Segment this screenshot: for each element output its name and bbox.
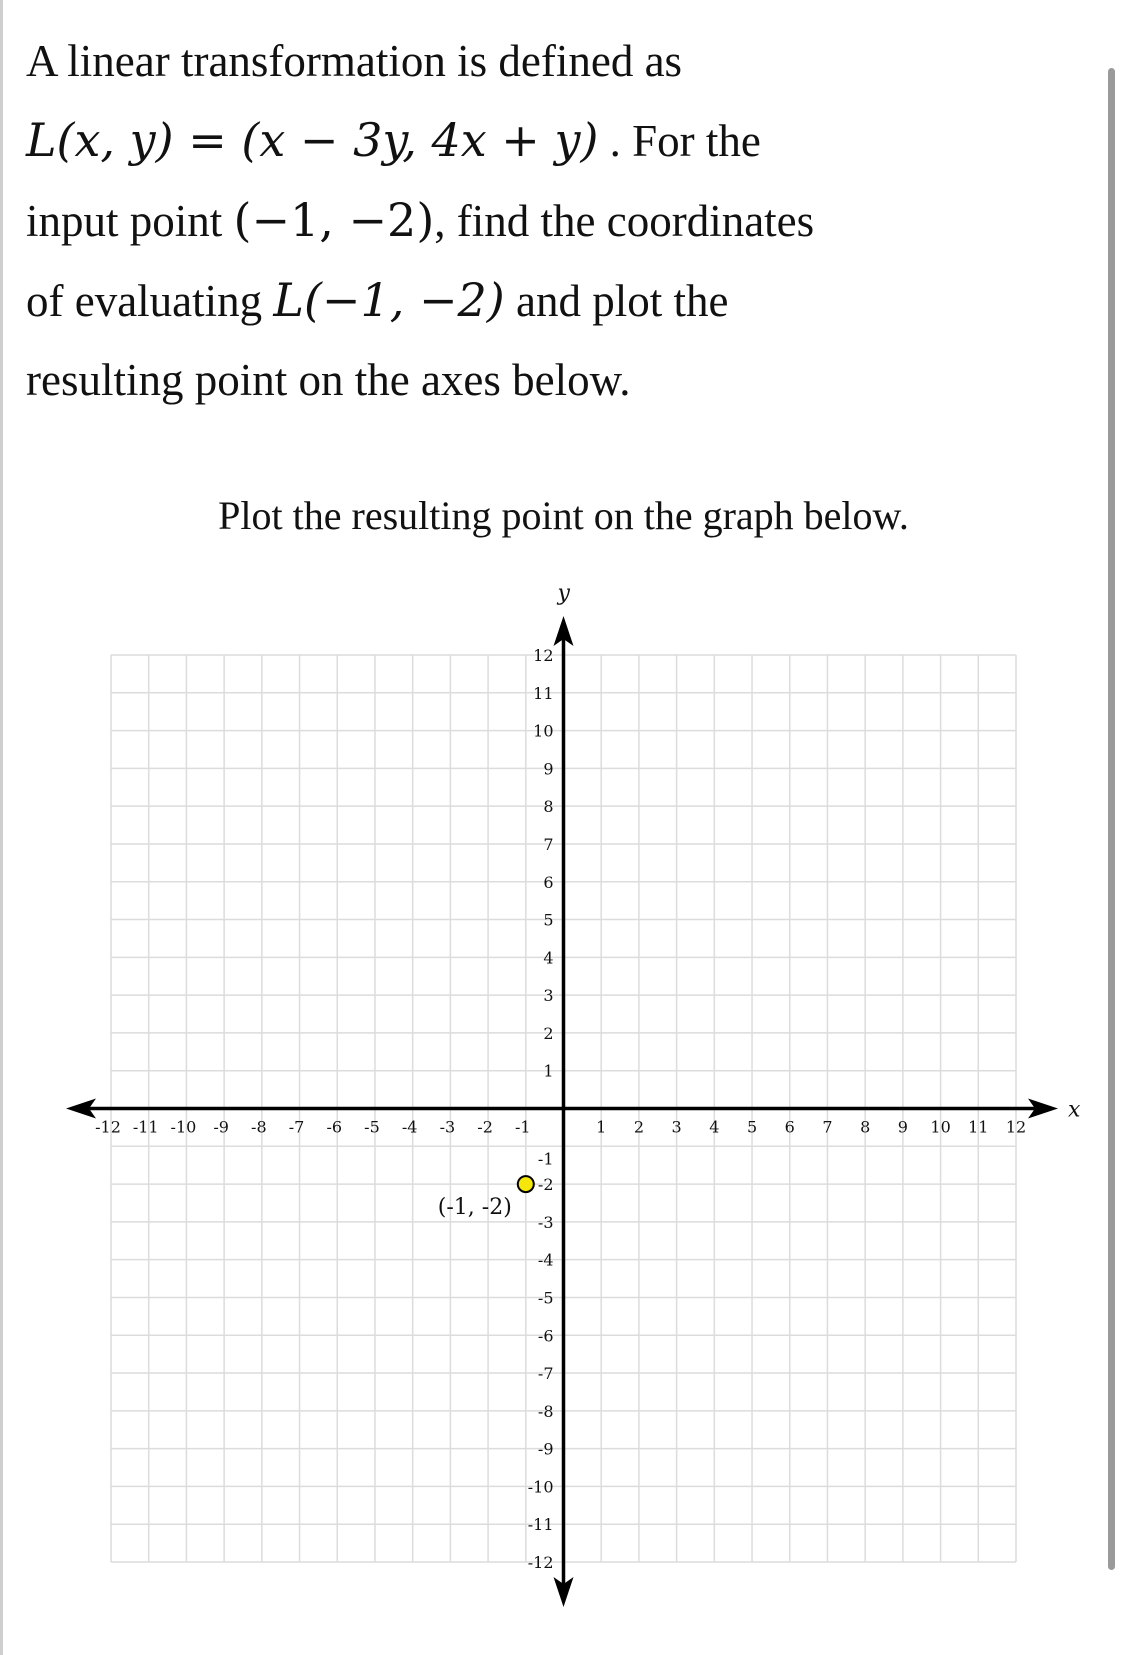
x-tick-label: 2 bbox=[633, 1117, 645, 1137]
y-tick-label: -1 bbox=[537, 1149, 554, 1169]
y-tick-label: -2 bbox=[537, 1175, 554, 1195]
y-tick-label: 11 bbox=[533, 683, 554, 703]
y-tick-label: 3 bbox=[543, 986, 554, 1006]
problem-line-1: A linear transformation is defined as bbox=[26, 36, 683, 86]
y-tick-label: 7 bbox=[543, 834, 554, 854]
problem-text: . For the bbox=[598, 116, 761, 166]
x-tick-label: 9 bbox=[897, 1117, 908, 1137]
y-tick-label: 6 bbox=[543, 872, 554, 892]
transformation-formula: L(x, y) = (x − 3y, 4x + y) bbox=[26, 113, 599, 167]
problem-text: and plot the bbox=[504, 276, 729, 326]
y-tick-label: -4 bbox=[537, 1250, 554, 1270]
x-tick-label: 11 bbox=[968, 1117, 989, 1137]
y-tick-label: -12 bbox=[527, 1553, 554, 1572]
x-tick-label: -4 bbox=[401, 1117, 418, 1137]
x-tick-label: -12 bbox=[95, 1117, 121, 1137]
input-point: (−1, −2) bbox=[233, 193, 435, 247]
y-tick-label: 12 bbox=[533, 646, 554, 665]
x-tick-label: 1 bbox=[596, 1117, 607, 1137]
plotted-point[interactable] bbox=[518, 1176, 534, 1192]
instruction-text: Plot the resulting point on the graph below. bbox=[218, 493, 909, 538]
y-tick-label: -8 bbox=[537, 1401, 554, 1421]
point-label: (-1, -2) bbox=[437, 1195, 512, 1221]
problem-text: , find the coordinates bbox=[434, 196, 815, 246]
y-tick-label: 5 bbox=[543, 910, 554, 930]
y-tick-label: 1 bbox=[543, 1061, 554, 1081]
x-tick-label: -5 bbox=[364, 1117, 380, 1137]
x-tick-label: -11 bbox=[132, 1117, 159, 1137]
y-tick-label: -9 bbox=[537, 1439, 554, 1459]
y-tick-label: -6 bbox=[537, 1326, 554, 1346]
x-tick-label: -2 bbox=[477, 1117, 493, 1137]
x-tick-label: -1 bbox=[514, 1117, 531, 1137]
x-axis-label: x bbox=[1068, 1097, 1081, 1123]
y-tick-label: 9 bbox=[543, 759, 554, 779]
x-tick-label: 7 bbox=[822, 1117, 833, 1137]
y-tick-label: -11 bbox=[527, 1515, 554, 1535]
x-tick-label: 5 bbox=[746, 1117, 758, 1137]
y-tick-label: -10 bbox=[527, 1477, 554, 1497]
y-tick-label: 2 bbox=[543, 1023, 554, 1043]
x-tick-label: -8 bbox=[251, 1117, 267, 1137]
x-tick-label: 6 bbox=[784, 1117, 795, 1137]
x-tick-label: 12 bbox=[1005, 1117, 1027, 1137]
problem-text: of evaluating bbox=[26, 276, 274, 326]
y-tick-label: 10 bbox=[533, 721, 554, 741]
x-tick-label: -10 bbox=[170, 1117, 197, 1137]
y-tick-label: -3 bbox=[537, 1212, 554, 1232]
x-tick-label: 3 bbox=[671, 1117, 682, 1137]
y-tick-label: -5 bbox=[537, 1288, 554, 1308]
x-tick-label: -3 bbox=[439, 1117, 456, 1137]
x-tick-label: -7 bbox=[288, 1117, 305, 1137]
evaluation-expression: L(−1, −2) bbox=[273, 273, 505, 327]
y-tick-label: 4 bbox=[543, 948, 554, 968]
x-tick-label: 4 bbox=[709, 1117, 720, 1137]
x-tick-label: -9 bbox=[213, 1117, 229, 1137]
x-tick-label: -6 bbox=[326, 1117, 343, 1137]
x-tick-label: 10 bbox=[930, 1117, 951, 1137]
y-tick-label: -7 bbox=[537, 1364, 554, 1384]
problem-line-5: resulting point on the axes below. bbox=[26, 355, 631, 405]
problem-text: input point bbox=[26, 196, 234, 246]
y-tick-label: 8 bbox=[543, 797, 554, 817]
y-axis-label: y bbox=[557, 581, 570, 606]
x-tick-label: 8 bbox=[860, 1117, 871, 1137]
